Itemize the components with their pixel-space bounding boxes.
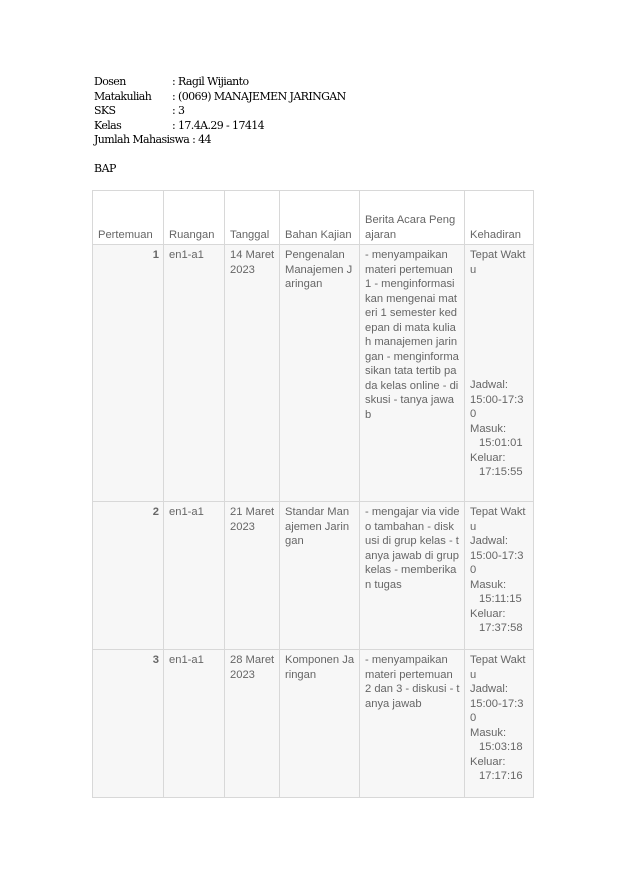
cell-kehadiran xyxy=(465,502,534,650)
cell-ruangan: en1-a1 xyxy=(164,650,225,798)
jadwal-value: 15:00-17:30 xyxy=(470,393,524,420)
table-row xyxy=(93,502,534,650)
kehadiran-spacer xyxy=(470,277,529,378)
jadwal-value: 15:00-17:30 xyxy=(470,697,524,724)
cell-berita-acara: - menyampaikan materi pertemuan 1 - menginformasikan mengenai materi 1 semester kedepan di mata kuliah manajemen jaringan - menginformasikan tata tertib pada kelas online - diskusi - tanya jawab xyxy=(360,245,465,502)
cell-kehadiran xyxy=(465,245,534,502)
course-info xyxy=(94,75,346,148)
dosen-row xyxy=(94,75,346,90)
cell-ruangan: en1-a1 xyxy=(164,245,225,502)
masuk-label: Masuk: xyxy=(470,726,507,739)
matakuliah-label: Matakuliah xyxy=(94,89,152,103)
cell-ruangan: en1-a1 xyxy=(164,502,225,650)
kelas-label: Kelas xyxy=(94,118,122,132)
cell-berita-acara: - menyampaikan materi pertemuan 2 dan 3 - diskusi - tanya jawab xyxy=(360,650,465,798)
masuk-value: 15:03:18 xyxy=(479,741,523,753)
masuk-value: 15:01:01 xyxy=(479,437,523,449)
table-row xyxy=(93,245,534,502)
cell-tanggal: 14 Maret 2023 xyxy=(225,245,280,502)
table-header-row xyxy=(93,191,534,245)
cell-tanggal: 21 Maret 2023 xyxy=(225,502,280,650)
dosen-value: : Ragil Wijianto xyxy=(172,75,249,88)
keluar-label: Keluar: xyxy=(470,451,506,464)
keluar-label: Keluar: xyxy=(470,755,506,768)
masuk-label: Masuk: xyxy=(470,578,507,591)
keluar-value: 17:37:58 xyxy=(479,622,523,634)
cell-bahan-kajian: Pengenalan Manajemen Jaringan xyxy=(280,245,360,502)
sks-value: : 3 xyxy=(172,104,185,118)
sks-row xyxy=(94,104,346,119)
keluar-value: 17:15:55 xyxy=(479,466,523,478)
matakuliah-value: : (0069) MANAJEMEN JARINGAN xyxy=(172,89,346,103)
jadwal-label: Jadwal: xyxy=(470,535,508,547)
cell-kehadiran xyxy=(465,650,534,798)
cell-bahan-kajian: Komponen Jaringan xyxy=(280,650,360,798)
bap-table xyxy=(92,190,534,798)
section-title: BAP xyxy=(94,162,116,175)
col-header-kehadiran: Kehadiran xyxy=(465,191,534,245)
cell-pertemuan: 3 xyxy=(93,650,164,798)
col-header-berita-acara: Berita Acara Pengajaran xyxy=(360,191,465,245)
col-header-ruangan: Ruangan xyxy=(164,191,225,245)
jadwal-value: 15:00-17:30 xyxy=(470,549,524,576)
dosen-label: Dosen xyxy=(94,75,126,88)
matakuliah-row xyxy=(94,90,346,105)
col-header-pertemuan: Pertemuan xyxy=(93,191,164,245)
keluar-label: Keluar: xyxy=(470,607,506,620)
jumlah-mahasiswa: Jumlah Mahasiswa : 44 xyxy=(94,133,211,147)
masuk-label: Masuk: xyxy=(470,422,507,435)
kehadiran-status: Tepat Waktu xyxy=(470,249,526,276)
cell-pertemuan: 1 xyxy=(93,245,164,502)
masuk-value: 15:11:15 xyxy=(479,593,522,605)
kehadiran-status: Tepat Waktu xyxy=(470,506,526,533)
cell-bahan-kajian: Standar Manajemen Jaringan xyxy=(280,502,360,650)
sks-label: SKS xyxy=(94,104,116,118)
keluar-value: 17:17:16 xyxy=(479,770,523,782)
table-row xyxy=(93,650,534,798)
jadwal-label: Jadwal: xyxy=(470,683,508,695)
cell-tanggal: 28 Maret 2023 xyxy=(225,650,280,798)
col-header-bahan-kajian: Bahan Kajian xyxy=(280,191,360,245)
kelas-value: : 17.4A.29 - 17414 xyxy=(172,118,265,132)
kelas-row xyxy=(94,119,346,134)
col-header-tanggal: Tanggal xyxy=(225,191,280,245)
cell-pertemuan: 2 xyxy=(93,502,164,650)
jadwal-label: Jadwal: xyxy=(470,379,508,391)
cell-berita-acara: - mengajar via video tambahan - diskusi di grup kelas - tanya jawab di grup kelas - memberikan tugas xyxy=(360,502,465,650)
kehadiran-status: Tepat Waktu xyxy=(470,654,526,681)
